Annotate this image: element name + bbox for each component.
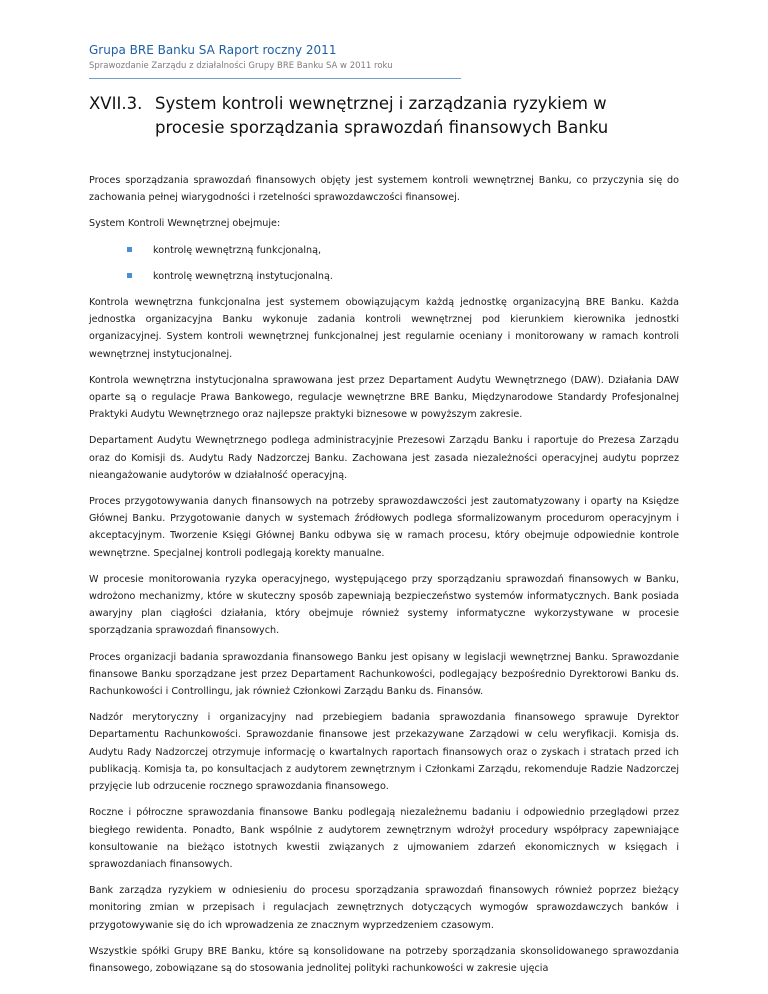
paragraph: Bank zarządza ryzykiem w odniesieniu do procesu sporządzania sprawozdań finansowych również poprzez bieżący monitoring zmian w przepisach i regulacjach zewnętrznych dotyczących wymogów sprawozdawczych banków i przygotowywanie się do ich wprowadzenia ze znacznym wyprzedzeniem czasowym. bbox=[89, 885, 679, 931]
paragraph: Proces sporządzania sprawozdań finansowych objęty jest systemem kontroli wewnętrznej Banku, co przyczynia się do zachowania pełnej wiarygodności i rzetelności sprawozdawczości finansowej. bbox=[89, 175, 679, 204]
square-bullet-icon bbox=[127, 273, 132, 278]
header-title: Grupa BRE Banku SA Raport roczny 2011 bbox=[89, 43, 337, 57]
bullet-text: kontrolę wewnętrzną funkcjonalną, bbox=[153, 244, 322, 256]
paragraph: Proces organizacji badania sprawozdania finansowego Banku jest opisany w legislacji wewnętrznej Banku. Sprawozdanie finansowe Banku sporządzane jest przez Departament Rachunkowości, podlegający bezpośrednio Dyrektorowi Banku ds. Rachunkowości i Controllingu, jak również Członkowi Zarządu Banku ds. Finansów. bbox=[89, 651, 679, 698]
square-bullet-icon bbox=[127, 247, 132, 252]
bullet-text: kontrolę wewnętrzną instytucjonalną. bbox=[153, 270, 333, 282]
paragraph: Proces przygotowywania danych finansowych na potrzeby sprawozdawczości jest zautomatyzowany i oparty na Księdze Głównej Banku. Przygotowanie danych w systemach źródłowych podlega sformalizowanym procedurom operacyjnym i akceptacyjnym. Tworzenie Księgi Głównej Banku odbywa się w ramach procesu, który obejmuje odpowiednie kontrole wewnętrzne. Specjalnej kontroli podlegają korekty manualne. bbox=[89, 496, 679, 559]
paragraph: System Kontroli Wewnętrznej obejmuje: bbox=[89, 218, 281, 230]
section-title-line1: System kontroli wewnętrznej i zarządzania ryzykiem w bbox=[155, 94, 607, 113]
running-header bbox=[89, 42, 461, 79]
bullet-list bbox=[89, 242, 679, 285]
paragraph: Roczne i półroczne sprawozdania finansowe Banku podlegają niezależnemu badaniu i odpowiednio przeglądowi przez biegłego rewidenta. Ponadto, Bank wspólnie z audytorem zewnętrznym wdrożył procedury współpracy zapewniające konsultowanie na bieżąco istotnych kwestii związanych z ujmowaniem zdarzeń ekonomicznych w księgach i sprawozdaniach finansowych. bbox=[89, 807, 679, 870]
header-rule bbox=[89, 78, 461, 79]
paragraph: W procesie monitorowania ryzyka operacyjnego, występującego przy sporządzaniu sprawozdań finansowych w Banku, wdrożono mechanizmy, które w skuteczny sposób zapewniają bezpieczeństwo systemów informatycznych. Bank posiada awaryjny plan ciągłości działania, który obejmuje również systemy informatyczne wykorzystywane w procesie sporządzania sprawozdań finansowych. bbox=[89, 573, 679, 637]
section-title-line2: procesie sporządzania sprawozdań finansowych Banku bbox=[155, 118, 609, 137]
body-text bbox=[89, 172, 679, 986]
section-heading bbox=[89, 92, 689, 140]
bullet-item bbox=[89, 242, 679, 259]
paragraph: Kontrola wewnętrzna funkcjonalna jest systemem obowiązującym każdą jednostkę organizacyjną BRE Banku. Każda jednostka organizacyjna Banku wykonuje zadania kontroli wewnętrznej pod kierunkiem kierownika jednostki organizacyjnej. System kontroli wewnętrznej funkcjonalnej jest regularnie oceniany i monitorowany w ramach kontroli wewnętrznej instytucjonalnej. bbox=[89, 297, 679, 360]
paragraph: Departament Audytu Wewnętrznego podlega administracyjnie Prezesowi Zarządu Banku i raportuje do Prezesa Zarządu oraz do Komisji ds. Audytu Rady Nadzorczej Banku. Zachowana jest zasada niezależności operacyjnej audytu poprzez nieangażowanie audytorów w działalność operacyjną. bbox=[89, 435, 679, 481]
bullet-item bbox=[89, 268, 679, 285]
paragraph: Nadzór merytoryczny i organizacyjny nad przebiegiem badania sprawozdania finansowego sprawuje Dyrektor Departamentu Rachunkowości. Sprawozdanie finansowe jest przekazywane Zarządowi w celu weryfikacji. Komisja ds. Audytu Rady Nadzorczej otrzymuje informację o kwartalnych raportach finansowych oraz o zyskach i stratach przed ich publikacją. Komisja ta, po konsultacjach z audytorem zewnętrznym i Członkami Zarządu, rekomenduje Radzie Nadzorczej przyjęcie lub odrzucenie rocznego sprawozdania finansowego. bbox=[89, 712, 679, 793]
paragraph: Kontrola wewnętrzna instytucjonalna sprawowana jest przez Departament Audytu Wewnętrznego (DAW). Działania DAW oparte są o regulacje Prawa Bankowego, regulacje wewnętrzne BRE Banku, Międzynarodowe Standardy Profesjonalnej Praktyki Audytu Wewnętrznego oraz najlepsze praktyki biznesowe w powyższym zakresie. bbox=[89, 374, 679, 421]
paragraph: Wszystkie spółki Grupy BRE Banku, które są konsolidowane na potrzeby sporządzania skonsolidowanego sprawozdania finansowego, zobowiązane są do stosowania jednolitej polityki rachunkowości w zakresie ujęcia bbox=[89, 945, 679, 974]
section-number: XVII.3. bbox=[89, 94, 143, 113]
header-subtitle: Sprawozdanie Zarządu z działalności Grupy BRE Banku SA w 2011 roku bbox=[89, 61, 393, 71]
